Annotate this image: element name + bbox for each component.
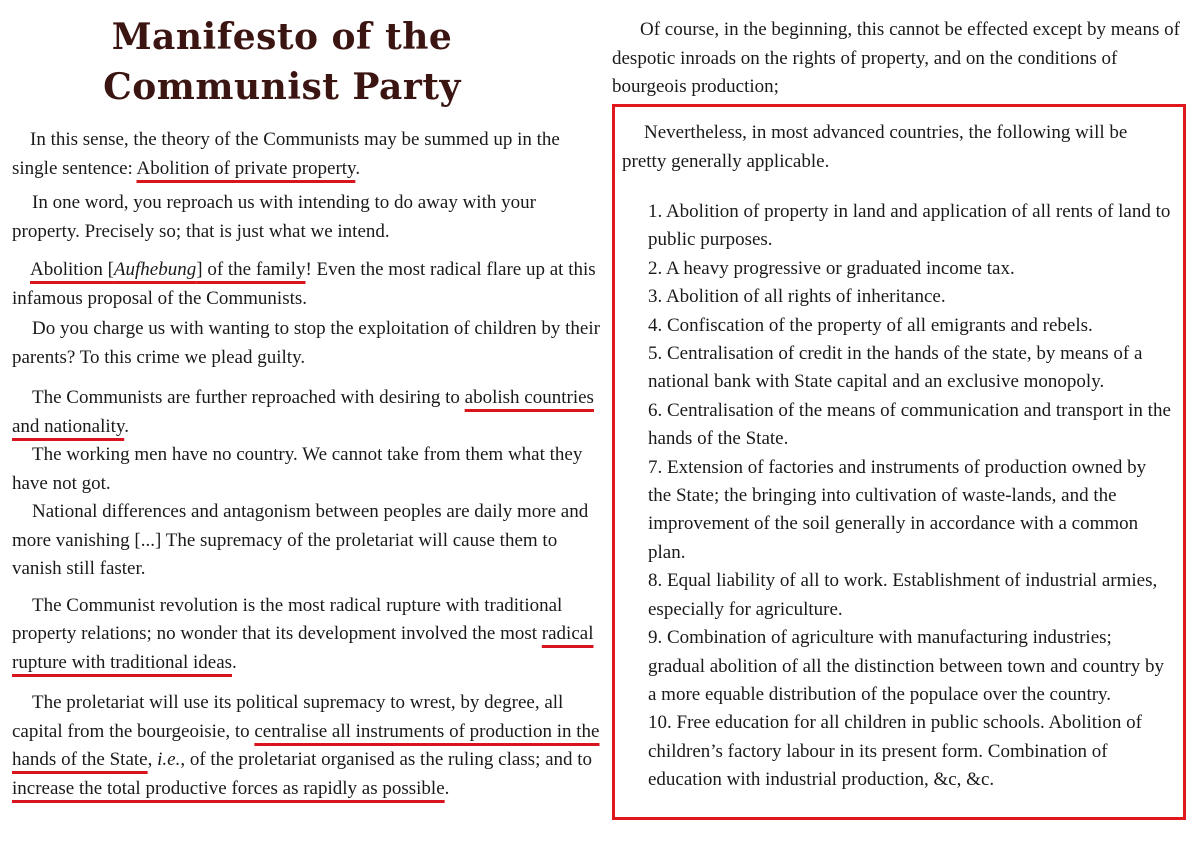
underlined-phrase <box>30 259 305 280</box>
list-item: 7. Extension of factories and instruments of production owned by the State; the bringing into cultivation of waste-lands, and the improvement of the soil generally in accordance with a common plan. <box>648 456 1147 563</box>
measures-list <box>648 198 1171 795</box>
paragraph-nationality <box>12 384 602 441</box>
right-column <box>612 0 1196 102</box>
list-item: 6. Centralisation of the means of communication and transport in the hands of the State. <box>648 399 1171 450</box>
text: . <box>232 651 237 673</box>
paragraph-family <box>12 256 602 313</box>
text: , of the proletariat organised as the ruling class; and to <box>180 749 593 770</box>
paragraph-children: Do you charge us with wanting to stop the exploitation of children by their parents? To this crime we plead guilty. <box>12 318 600 368</box>
paragraph-theory <box>12 126 602 183</box>
text: , <box>147 749 158 770</box>
text: ! Even the most radical flare up at this infamous proposal of the Communists. <box>12 259 596 309</box>
emphasis: Aufhebung <box>113 259 197 280</box>
list-item: 10. Free education for all children in public schools. Abolition of children’s factory labour in its present form. Combination of education with industrial production, &c, &c. <box>648 712 1142 791</box>
text: . <box>444 777 450 799</box>
list-item: 4. Confiscation of the property of all emigrants and rebels. <box>648 314 1093 336</box>
paragraph-working-men: The working men have no country. We cannot take from them what they have not got. <box>12 444 583 494</box>
list-item: 2. A heavy progressive or graduated income tax. <box>648 257 1015 279</box>
underlined-phrase: radical rupture with traditional ideas <box>12 623 594 673</box>
paragraph-national-differences: National differences and antagonism between peoples are daily more and more vanishing [...] The supremacy of the proletariat will cause them to vanish still faster. <box>12 501 589 579</box>
list-item: 1. Abolition of property in land and application of all rents of land to public purposes. <box>648 201 1171 251</box>
measures-highlight-box <box>612 104 1186 820</box>
list-item: 5. Centralisation of credit in the hands of the state, by means of a national bank with State capital and an exclusive monopoly. <box>648 343 1143 393</box>
paragraph-revolution <box>12 592 602 678</box>
text: The proletariat will use its political supremacy to wrest, by degree, all capital from the bourgeoisie, to <box>12 692 564 742</box>
text: In this sense, the theory of the Communists may be summed up in the single sentence: <box>12 129 560 179</box>
left-column <box>12 0 602 803</box>
text: The Communists are further reproached with desiring to <box>32 387 465 408</box>
underlined-phrase: Abolition of private property <box>136 157 356 179</box>
emphasis: i.e. <box>157 749 181 770</box>
list-item: 8. Equal liability of all to work. Establishment of industrial armies, especially for agriculture. <box>648 570 1158 620</box>
paragraph-proletariat <box>12 689 602 803</box>
paragraph-despotic-inroads: Of course, in the beginning, this cannot be effected except by means of despotic inroads on the rights of property, and on the conditions of bourgeois production; <box>612 19 1180 97</box>
text: . <box>124 415 129 437</box>
document-title: Manifesto of the Communist Party <box>103 16 461 108</box>
paragraph-property: In one word, you reproach us with intending to do away with your property. Precisely so; that is just what we intend. <box>12 192 536 242</box>
underlined-phrase: abolish countries and nationality <box>12 387 594 437</box>
text: . <box>355 157 361 179</box>
text: Abolition [ <box>30 259 114 280</box>
text: ] of the family <box>196 259 306 280</box>
list-item: 3. Abolition of all rights of inheritance. <box>648 286 946 308</box>
underlined-phrase: increase the total productive forces as rapidly as possible <box>12 777 445 799</box>
paragraph-applicable: Nevertheless, in most advanced countries, the following will be pretty generally applicable. <box>622 122 1128 172</box>
list-item: 9. Combination of agriculture with manufacturing industries; gradual abolition of all the distinction between town and country by a more equable distribution of the populace over the country. <box>648 627 1165 705</box>
text: The Communist revolution is the most radical rupture with traditional property relations; no wonder that its development involved the most <box>12 594 563 644</box>
underlined-phrase: centralise all instruments of production in the hands of the State <box>12 720 600 770</box>
